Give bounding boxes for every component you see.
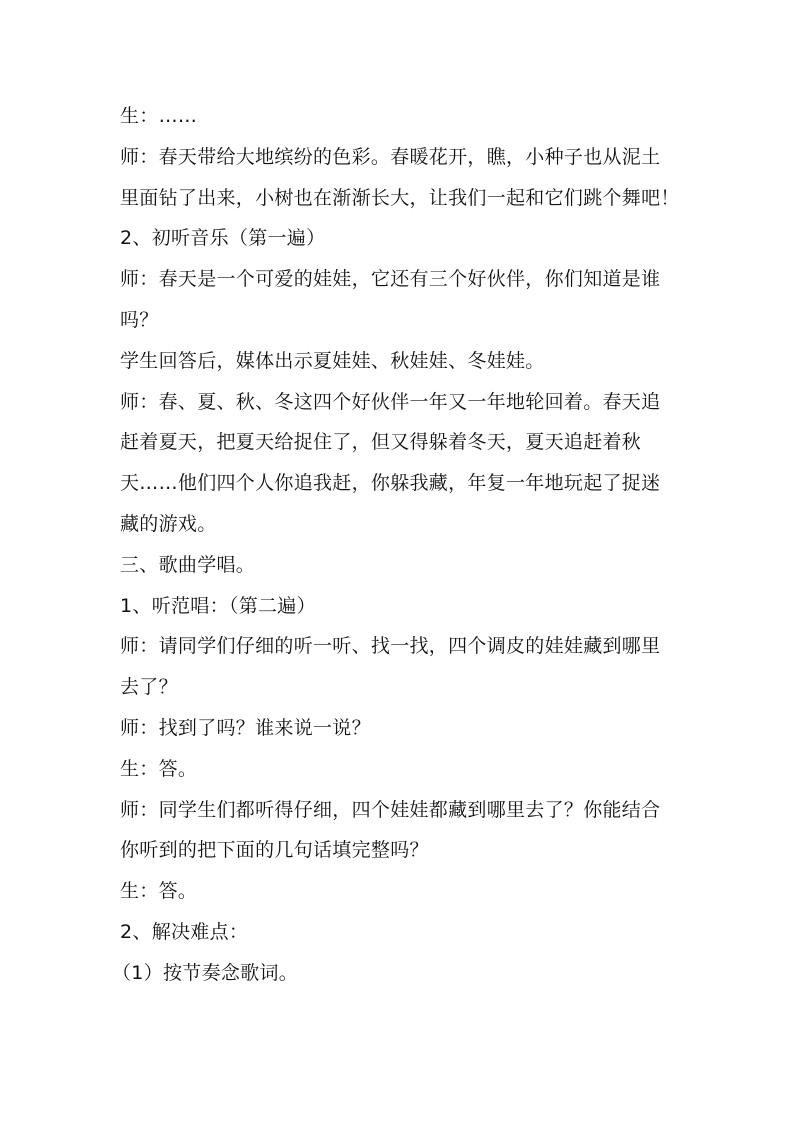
dialogue-line: 天……他们四个人你追我赶，你躲我藏，年复一年地玩起了捉迷 (120, 472, 661, 495)
dialogue-line: 赶着夏天，把夏天给捉住了，但又得躲着冬天，夏天追赶着秋 (120, 431, 642, 454)
dialogue-line: 师：请同学们仔细的听一听、找一找，四个调皮的娃娃藏到哪里 (120, 635, 661, 658)
dialogue-line: 师：春、夏、秋、冬这四个好伙伴一年又一年地轮回着。春天追 (120, 390, 661, 413)
dialogue-line: 师：找到了吗？谁来说一说？ (120, 716, 371, 739)
dialogue-line: 师：春天是一个可爱的娃娃，它还有三个好伙伴，你们知道是谁 (120, 268, 661, 291)
dialogue-line: 师：同学生们都听得仔细，四个娃娃都藏到哪里去了？你能结合 (120, 798, 661, 821)
dialogue-line: 去了？ (120, 676, 178, 699)
dialogue-line: 师：春天带给大地缤纷的色彩。春暖花开，瞧，小种子也从泥土 (120, 145, 661, 168)
dialogue-line: 学生回答后，媒体出示夏娃娃、秋娃娃、冬娃娃。 (120, 349, 545, 372)
section-heading: 三、歌曲学唱。 (120, 553, 256, 576)
dialogue-line: 你听到的把下面的几句话填完整吗？ (120, 839, 429, 862)
dialogue-line: 藏的游戏。 (120, 512, 217, 535)
dialogue-line: 里面钻了出来，小树也在渐渐长大，让我们一起和它们跳个舞吧！ (120, 186, 680, 209)
dialogue-line: 吗？ (120, 308, 159, 331)
section-step-heading: 2、初听音乐（第一遍） (120, 227, 326, 250)
dialogue-line: 生：…… (120, 105, 198, 127)
sub-step-heading: （1）按节奏念歌词。 (112, 961, 299, 984)
dialogue-line: 生：答。 (120, 880, 198, 903)
dialogue-line: 生：答。 (120, 757, 198, 780)
document-body (112, 96, 682, 994)
section-step-heading: 2、解决难点： (120, 920, 249, 943)
section-step-heading: 1、听范唱：（第二遍） (120, 594, 316, 617)
